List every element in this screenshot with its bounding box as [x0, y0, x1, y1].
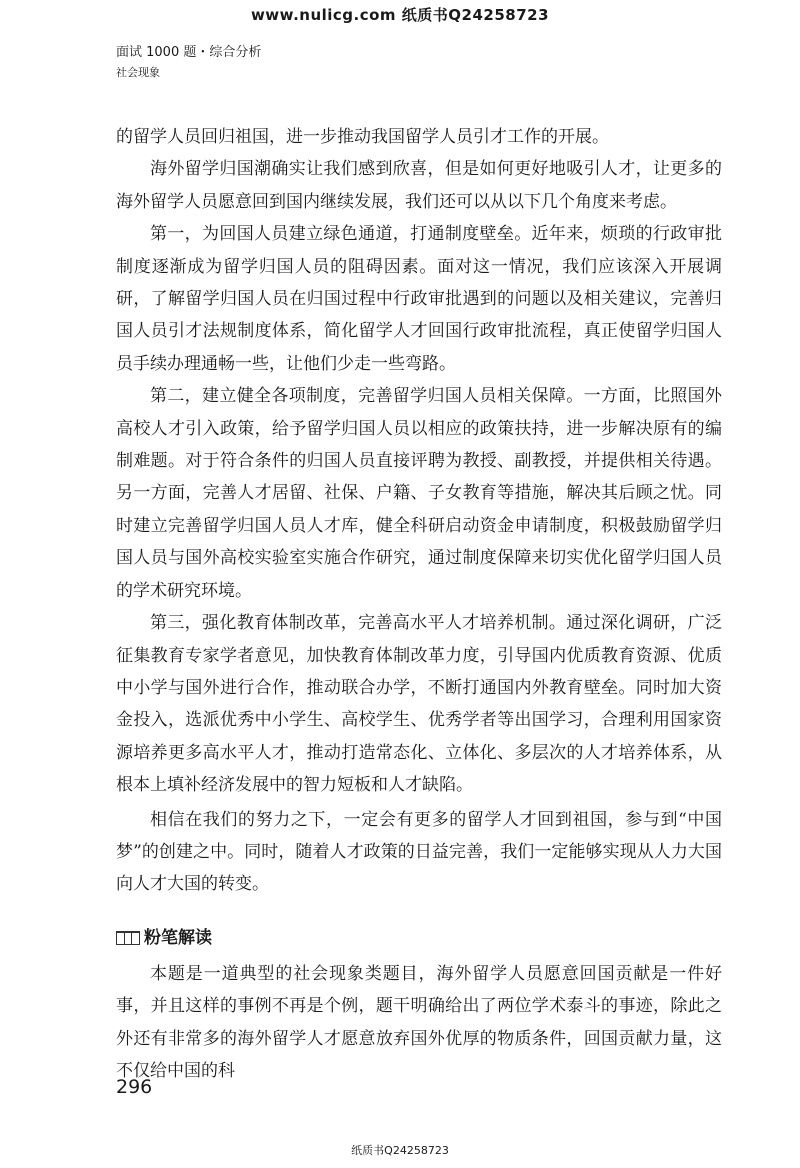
paragraph-third-point: 第三，强化教育体制改革，完善高水平人才培养机制。通过深化调研，广泛征集教育专家学者意见，加快教育体制改革力度，引导国内优质教育资源、优质中小学与国外进行合作，推动联合办学，不断打通国内外教育壁垒。同时加大资金投入，选派优秀中小学生、高校学生、优秀学者等出国学习，合理利用国家资源培养更多高水平人才，推动打造常态化、立体化、多层次的人才培养体系，从根本上填补经济发展中的智力短板和人才缺陷。: [116, 613, 722, 796]
paragraph-first-point: 第一，为回国人员建立绿色通道，打通制度壁垒。近年来，烦琐的行政审批制度逐渐成为留学归国人员的阻碍因素。面对这一情况，我们应该深入开展调研，了解留学归国人员在归国过程中行政审批遇到的问题以及相关建议，完善归国人员引才法规制度体系，简化留学人才回国行政审批流程，真正使留学归国人员手续办理通畅一些，让他们少走一些弯路。: [116, 224, 722, 374]
analysis-paragraph: 本题是一道典型的社会现象类题目，海外留学人员愿意回国贡献是一件好事，并且这样的事例不再是个例，题干明确给出了两位学术泰斗的事迹，除此之外还有非常多的海外留学人才愿意放弃国外优厚的物质条件，回国贡献力量，这不仅给中国的科: [116, 964, 722, 1082]
top-watermark: www.nulicg.com 纸质书Q24258723: [250, 6, 550, 24]
analysis-heading: [116, 925, 722, 951]
analysis-body: [116, 958, 722, 1088]
running-header: [116, 44, 261, 81]
book-title: 面试 1000 题・综合分析: [116, 45, 262, 60]
paragraph-conclusion: 相信在我们的努力之下，一定会有更多的留学人才回到祖国，参与到“中国梦”的创建之中。同时，随着人才政策的日益完善，我们一定能够实现从人力大国向人才大国的转变。: [116, 809, 722, 895]
body-text: [116, 121, 722, 901]
paragraph-second-point: 第二，建立健全各项制度，完善留学归国人员相关保障。一方面，比照国外高校人才引入政策，给予留学归国人员以相应的政策扶持，进一步解决原有的编制难题。对于符合条件的归国人员直接评聘为教授、副教授，并提供相关待遇。另一方面，完善人才居留、社保、户籍、子女教育等措施，解决其后顾之忧。同时建立完善留学归国人员人才库，健全科研启动资金申请制度，积极鼓励留学归国人员与国外高校实验室实施合作研究，通过制度保障来切实优化留学归国人员的学术研究环境。: [116, 386, 722, 601]
paragraph-continued: 的留学人员回归祖国，进一步推动我国留学人员引才工作的开展。: [116, 127, 609, 147]
analysis-title: 粉笔解读: [144, 928, 212, 948]
page-number: 296: [116, 1076, 153, 1098]
paragraph-intro: 海外留学归国潮确实让我们感到欣喜，但是如何更好地吸引人才，让更多的海外留学人员愿意回到国内继续发展，我们还可以从以下几个角度来考虑。: [116, 159, 722, 212]
chalk-icon: [116, 931, 140, 945]
section-name: 社会现象: [116, 66, 160, 79]
bottom-watermark: 纸质书Q24258723: [351, 1144, 449, 1157]
